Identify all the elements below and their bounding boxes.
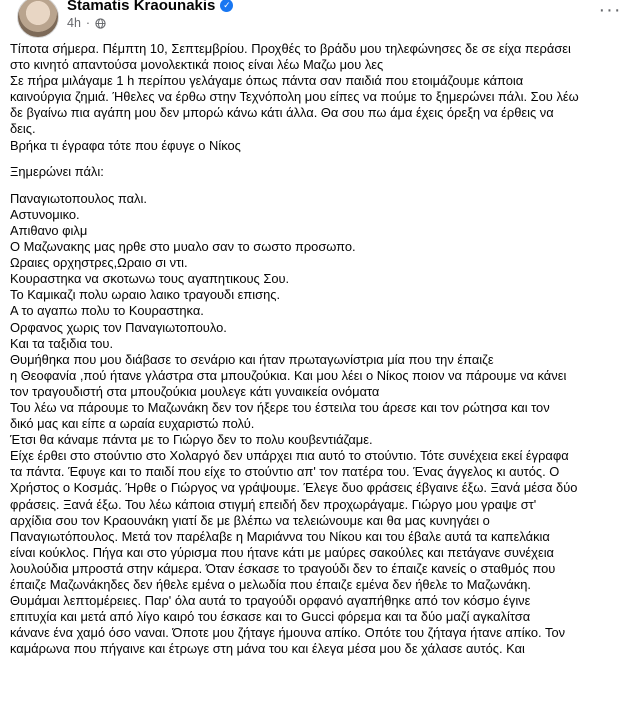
post-text-line: στο κινητό απαντούσα μονολεκτικά ποιος είναι λέω Μαζω μου λες: [10, 57, 384, 73]
post-text-line: Ορφανος χωρις τον Παναγιωτοπουλο.: [10, 319, 227, 335]
post-text-line: Το Καμικαζι πολυ ωραιο λαικο τραγουδι επισης.: [10, 287, 281, 303]
post-text-line: Έτσι θα κάναμε πάντα με το Γιώργο δεν το πολυ κουβεντιάζαμε.: [10, 432, 373, 448]
post-text-line: Και τα ταξιδια του.: [10, 335, 114, 351]
post-text-line: Παναγιωτοπουλος παλι.: [10, 190, 147, 206]
post-text-line: Απιθανο φιλμ: [10, 222, 88, 238]
post-text-line: κάνανε ένα χαμό όσο ναναι. Όποτε μου ζήταγε ήμουνα απίκο. Οπότε του ζήταγα ήτανε απίκο. Τον: [10, 625, 566, 641]
post-text-line: Θυμάμαι λεπτομέρειες. Παρ' όλα αυτά το τραγούδι ορφανό αγαπήθηκε από τον κόσμο έγινε: [10, 593, 531, 609]
post-text-line: δε βγαίνω πια αγάπη μου δεν μπορώ κάνω κάτι άλλα. Θα σου πω άμα έχεις όρεξη να έρθεις να: [10, 105, 554, 121]
post-text-line: είναι κούκλος. Πήγα και στο γύρισμα που ήτανε κάτι με μαύρες σακούλες και πετάγανε συνέχεια: [10, 544, 555, 560]
paragraph-intro: [10, 41, 630, 154]
post-text-line: τον τραγουδιστή στα μπουζούκια μουλεγε κάτι γυναικεία ονόματα: [10, 383, 380, 399]
post-text-line: Τίποτα σήμερα. Πέμπτη 10, Σεπτεμβρίου. Προχθές το βράδυ μου τηλεφώνησες δε σε είχα περάσει: [10, 41, 571, 56]
post-timestamp[interactable]: 4h: [67, 16, 81, 30]
post-text-line: δικό μας και είπε α ωραία ευχαριστώ πολύ.: [10, 416, 255, 432]
post-text-line: Κουραστηκα να σκοτωνω τους αγαπητικους Σου.: [10, 271, 290, 287]
post-text-line: Θυμήθηκα που μου διάβασε το σενάριο και ήταν πρωταγωνίστρια μία που την έπαιζε: [10, 351, 494, 367]
post-text-line: Α το αγαπω πολυ το Κουραστηκα.: [10, 303, 204, 319]
post-text-line: Ωραιες ορχηστρες,Ωραιο σι ντι.: [10, 255, 188, 271]
post-text-line: έπαιζε Μαζωνάκηδες δεν ήθελε εμένα ο μελωδία που έπαιζε εμένα δεν ήθελε το Μαζωνάκη.: [10, 577, 531, 592]
post-text-line: επιτυχία και μετά από λίγο καιρό του έσκασε και το Gucci φόρεμα και τα δύο μαζί αγκαλίτσα: [10, 609, 531, 625]
author-name-row: [67, 0, 233, 14]
paragraph-heading: [10, 164, 630, 180]
author-avatar[interactable]: [17, 0, 59, 38]
post-text-line: καμάρωνα που πήγαινε και έτρωγε στη μάνα του και έλεγα μέσα μου δε χάλασε αυτός. Και: [10, 641, 525, 657]
post-meta: [67, 16, 106, 30]
post-text-line: Παναγιωτόπουλος. Μετά τον παρέλαβε η Μαριάννα του Νίκου και του έβαλε αυτά τα καπελάκια: [10, 528, 550, 544]
post-body: [10, 41, 630, 667]
post-text-line: Χρήστος ο Κοσμάς. Ήρθε ο Γιώργος να γράψουμε. Έλεγε δυο φράσεις έβγαινε έξω. Ξανά μέσα δύο: [10, 480, 578, 496]
post-text-line: Ο Μαζωνακης μας ηρθε στο μυαλο σαν το σωστο προσωπο.: [10, 239, 356, 255]
post-text-line: τα πάντα. Έφυγε και το παιδί που είχε το στούντιο απ' τον πατέρα του. Ένας άγγελος κι αυτός. Ο: [10, 464, 560, 480]
post-text-line: Βρήκα τι έγραφα τότε που έφυγε ο Νίκος: [10, 137, 241, 153]
post-text-line: αρχίδια σου τον Κραουνάκη γιατί δε με βλέπω να τελειώνουμε και θα μας κυνηγάει ο: [10, 512, 490, 528]
post-text-line: Του λέω να πάρουμε το Μαζωνάκη δεν τον ήξερε του έστειλα του άρεσε και τον ρώτησα και τον: [10, 399, 550, 415]
post-text-line: δεις.: [10, 121, 36, 137]
author-name[interactable]: Stamatis Kraounakis: [67, 0, 216, 14]
post-text-line: λουλούδια μπροστά στην κάμερα. Όταν έσκασε το τραγούδι δεν το έπαιζε κανείς ο σταθμός που: [10, 560, 556, 576]
post-text-line: Αστυνομικο.: [10, 206, 80, 222]
globe-icon: [95, 18, 106, 29]
post-header: [0, 0, 640, 36]
paragraph-main: [10, 191, 630, 658]
post-text-line: Είχε έρθει στο στούντιο στο Χολαργό δεν υπάρχει πια αυτό το στούντιο. Τότε συνέχεια εκεί έγραφα: [10, 448, 569, 464]
verified-badge-icon: ✓: [220, 0, 233, 12]
post-text-line: Σε πήρα μιλάγαμε 1 h περίπου γελάγαμε όπως πάντα σαν παιδιά που ετοιμάζουμε κάποια: [10, 73, 524, 89]
post-text-line: η Θεοφανία ,πού ήτανε γλάστρα στα μπουζούκια. Και μου λέει ο Νίκος ποιον να πάρουμε να κάνει: [10, 367, 567, 383]
post-text-line: Ξημερώνει πάλι:: [10, 163, 104, 179]
meta-separator: ·: [85, 16, 91, 30]
more-options-button[interactable]: ···: [596, 0, 624, 20]
post-text-line: καινούργια ζημιά. Ήθελες να έρθω στην Τεχνόπολη μου είπες να πούμε το ξημερώνει πάλι. Σου λέω: [10, 89, 579, 105]
post-text-line: φράσεις. Ξανά έξω. Του λέω κάποια στιγμή επειδή δεν προχωράγαμε. Γιώργο μου γραψε στ': [10, 496, 537, 512]
